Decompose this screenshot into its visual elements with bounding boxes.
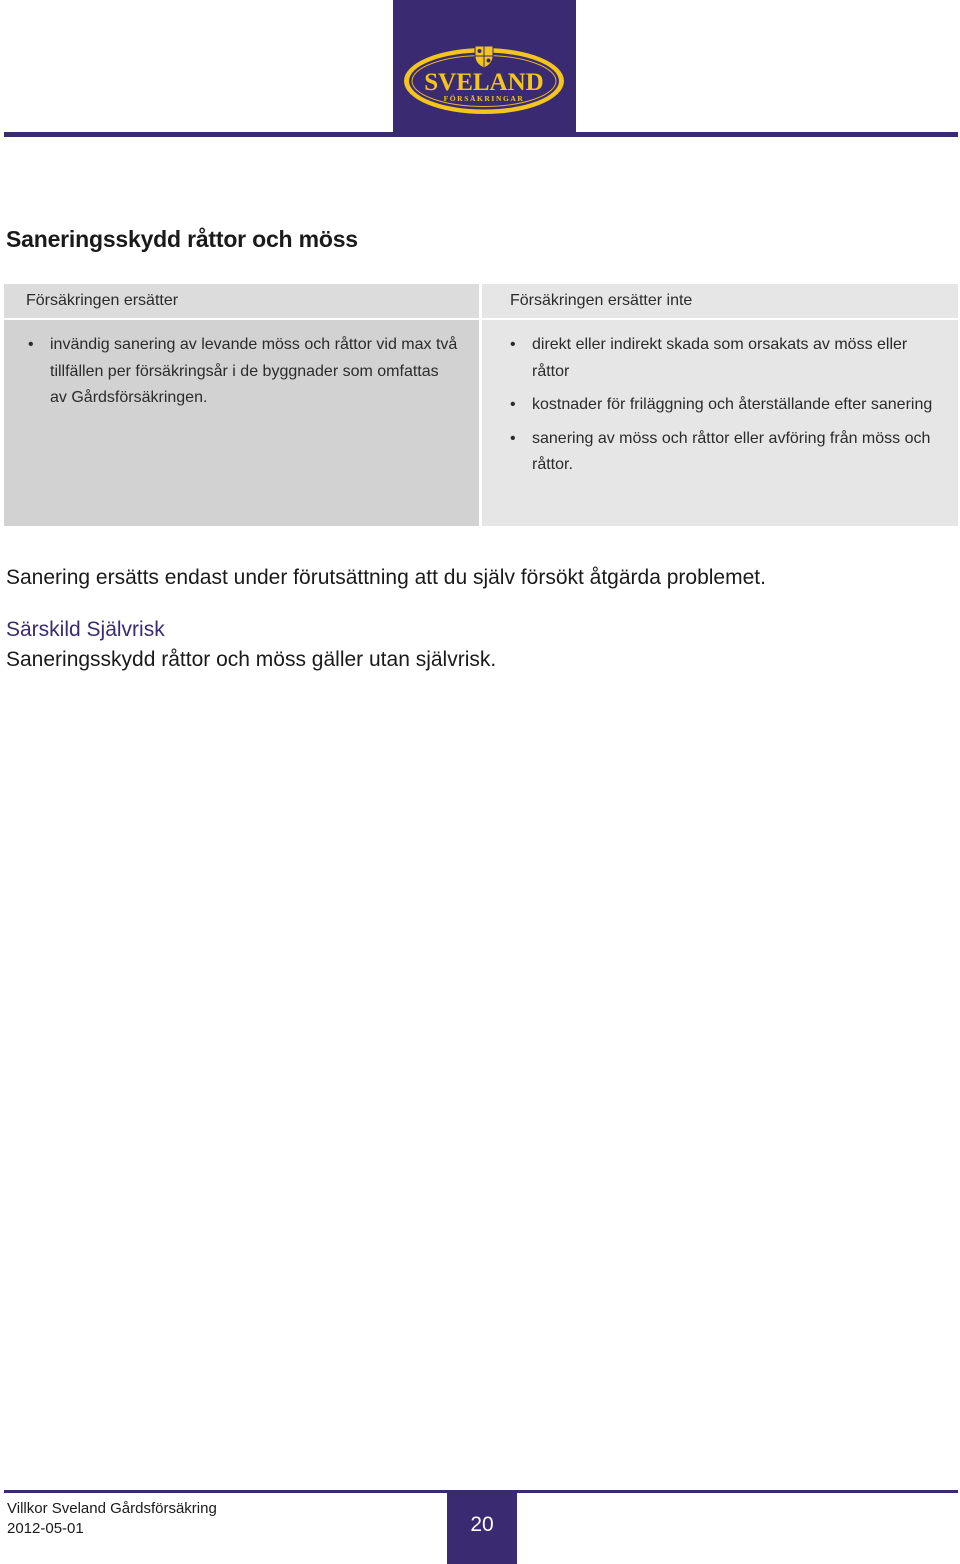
footer-date: 2012-05-01 <box>7 1520 84 1537</box>
logo-box <box>393 0 576 134</box>
page-title: Saneringsskydd råttor och möss <box>6 226 358 252</box>
not-covered-column <box>482 284 958 526</box>
list-item-text: direkt eller indirekt skada som orsakats av möss eller råttor <box>532 336 908 380</box>
logo-brand-text: SVELAND <box>424 69 544 96</box>
bullet-icon: • <box>510 336 516 353</box>
list-item <box>510 426 938 479</box>
sveland-logo <box>393 0 576 134</box>
deductible-heading: Särskild Självrisk <box>6 618 165 641</box>
bullet-icon: • <box>510 429 516 447</box>
deductible-text: Saneringsskydd råttor och möss gäller utan självrisk. <box>6 648 497 671</box>
covered-list <box>4 320 479 412</box>
header-rule <box>4 132 958 137</box>
bullet-icon: • <box>28 336 34 353</box>
page-number-box <box>447 1493 517 1564</box>
list-item <box>28 332 459 412</box>
not-covered-column-heading: Försäkringen ersätter inte <box>482 284 958 320</box>
list-item <box>510 392 938 419</box>
list-item-text: kostnader för friläggning och återställande efter sanering <box>532 396 933 413</box>
covered-column <box>4 284 479 526</box>
not-covered-list <box>482 320 958 479</box>
list-item-text: invändig sanering av levande möss och råttor vid max två tillfällen per försäkringsår i de byggnader som omfattas av Gårdsförsäkringen. <box>50 336 458 406</box>
list-item <box>510 332 938 385</box>
footer-document-name: Villkor Sveland Gårdsförsäkring <box>7 1500 217 1517</box>
bullet-icon: • <box>510 396 516 413</box>
page-number: 20 <box>470 1513 494 1536</box>
covered-column-heading: Försäkringen ersätter <box>4 284 479 320</box>
condition-note: Sanering ersätts endast under förutsättning att du själv försökt åtgärda problemet. <box>6 566 766 589</box>
logo-tagline-text: FÖRSÄKRINGAR <box>443 94 525 103</box>
coverage-table <box>4 284 958 526</box>
list-item-text: sanering av möss och råttor eller avföring från möss och råttor. <box>532 429 931 473</box>
